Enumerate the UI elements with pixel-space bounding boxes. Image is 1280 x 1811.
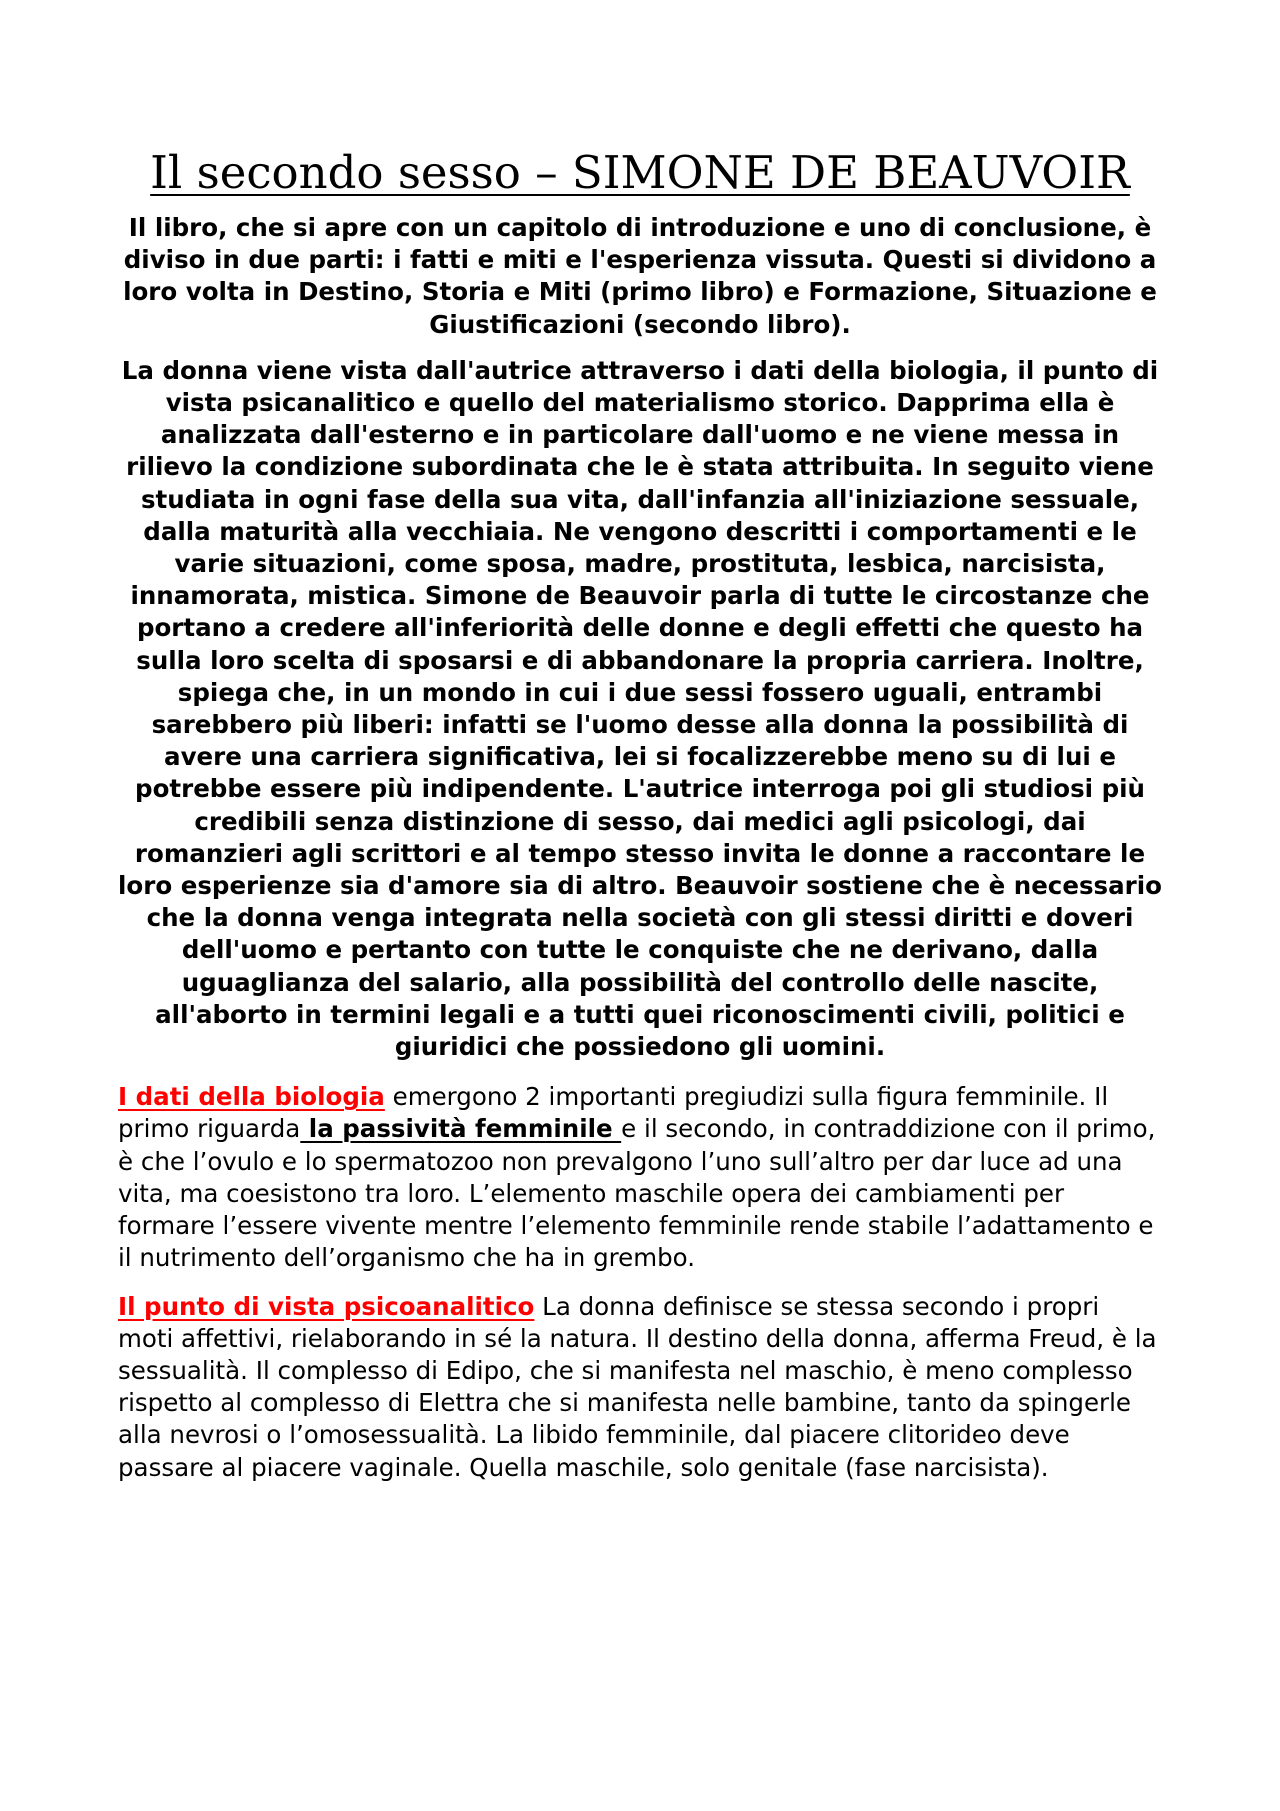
psychoanalysis-text: La donna definisce se stessa secondo i propri moti affettivi, rielaborando in sé la natura. Il destino della donna, afferma Freud, è la sessualità. Il complesso di Edipo, che si manifesta nel maschio, è meno complesso rispetto al complesso di Elettra che si manifesta nelle bambine, tanto da spingerle alla nevrosi o l’omosessualità. La libido femminile, dal piacere clitorideo deve passare al piacere vaginale. Quella maschile, solo genitale (fase narcisista). xyxy=(118,1291,1157,1482)
biology-text-after: e il secondo, in contraddizione con il primo, è che l’ovulo e lo spermatozoo non prevalgono l’uno sull’altro per dar luce ad una vita, ma coesistono tra loro. L’elemento maschile opera dei cambiamenti per formare l’essere vivente mentre l’elemento femminile rende stabile l’adattamento e il nutrimento dell’organismo che ha in grembo. xyxy=(118,1114,1156,1273)
document-page xyxy=(118,146,1162,1500)
psychoanalysis-section xyxy=(118,1291,1162,1484)
biology-section xyxy=(118,1081,1162,1274)
biology-heading: I dati della biologia xyxy=(118,1082,385,1112)
biology-text-before: emergono 2 importanti pregiudizi sulla figura femminile. Il primo riguarda xyxy=(118,1082,1109,1144)
biology-emphasis: la passività femminile xyxy=(300,1114,622,1144)
document-title: Il secondo sesso – SIMONE DE BEAUVOIR xyxy=(150,146,1130,199)
psychoanalysis-heading: Il punto di vista psicoanalitico xyxy=(118,1291,535,1321)
summary-paragraph: La donna viene vista dall'autrice attraverso i dati della biologia, il punto di vista psicanalitico e quello del materialismo storico. Dapprima ella è analizzata dall'esterno e in particolare dall'uomo e ne viene messa in rilievo la condizione subordinata che le è stata attribuita. In seguito viene studiata in ogni fase della sua vita, dall'infanzia all'iniziazione sessuale, dalla maturità alla vecchiaia. Ne vengono descritti i comportamenti e le varie situazioni, come sposa, madre, prostituta, lesbica, narcisista, innamorata, mistica. Simone de Beauvoir parla di tutte le circostanze che portano a credere all'inferiorità delle donne e degli effetti che questo ha sulla loro scelta di sposarsi e di abbandonare la propria carriera. Inoltre, spiega che, in un mondo in cui i due sessi fossero uguali, entrambi sarebbero più liberi: infatti se l'uomo desse alla donna la possibilità di avere una carriera significativa, lei si focalizzerebbe meno su di lui e potrebbe essere più indipendente. L'autrice interroga poi gli studiosi più credibili senza distinzione di sesso, dai medici agli psicologi, dai romanzieri agli scrittori e al tempo stesso invita le donne a raccontare le loro esperienze sia d'amore sia di altro. Beauvoir sostiene che è necessario che la donna venga integrata nella società con gli stessi diritti e doveri dell'uomo e pertanto con tutte le conquiste che ne derivano, dalla uguaglianza del salario, alla possibilità del controllo delle nascite, all'aborto in termini legali e a tutti quei riconoscimenti civili, politici e giuridici che possiedono gli uomini. xyxy=(118,355,1162,1062)
intro-paragraph: Il libro, che si apre con un capitolo di introduzione e uno di conclusione, è diviso in due parti: i fatti e miti e l'esperienza vissuta. Questi si dividono a loro volta in Destino, Storia e Miti (primo libro) e Formazione, Situazione e Giustificazioni (secondo libro). xyxy=(123,213,1157,339)
